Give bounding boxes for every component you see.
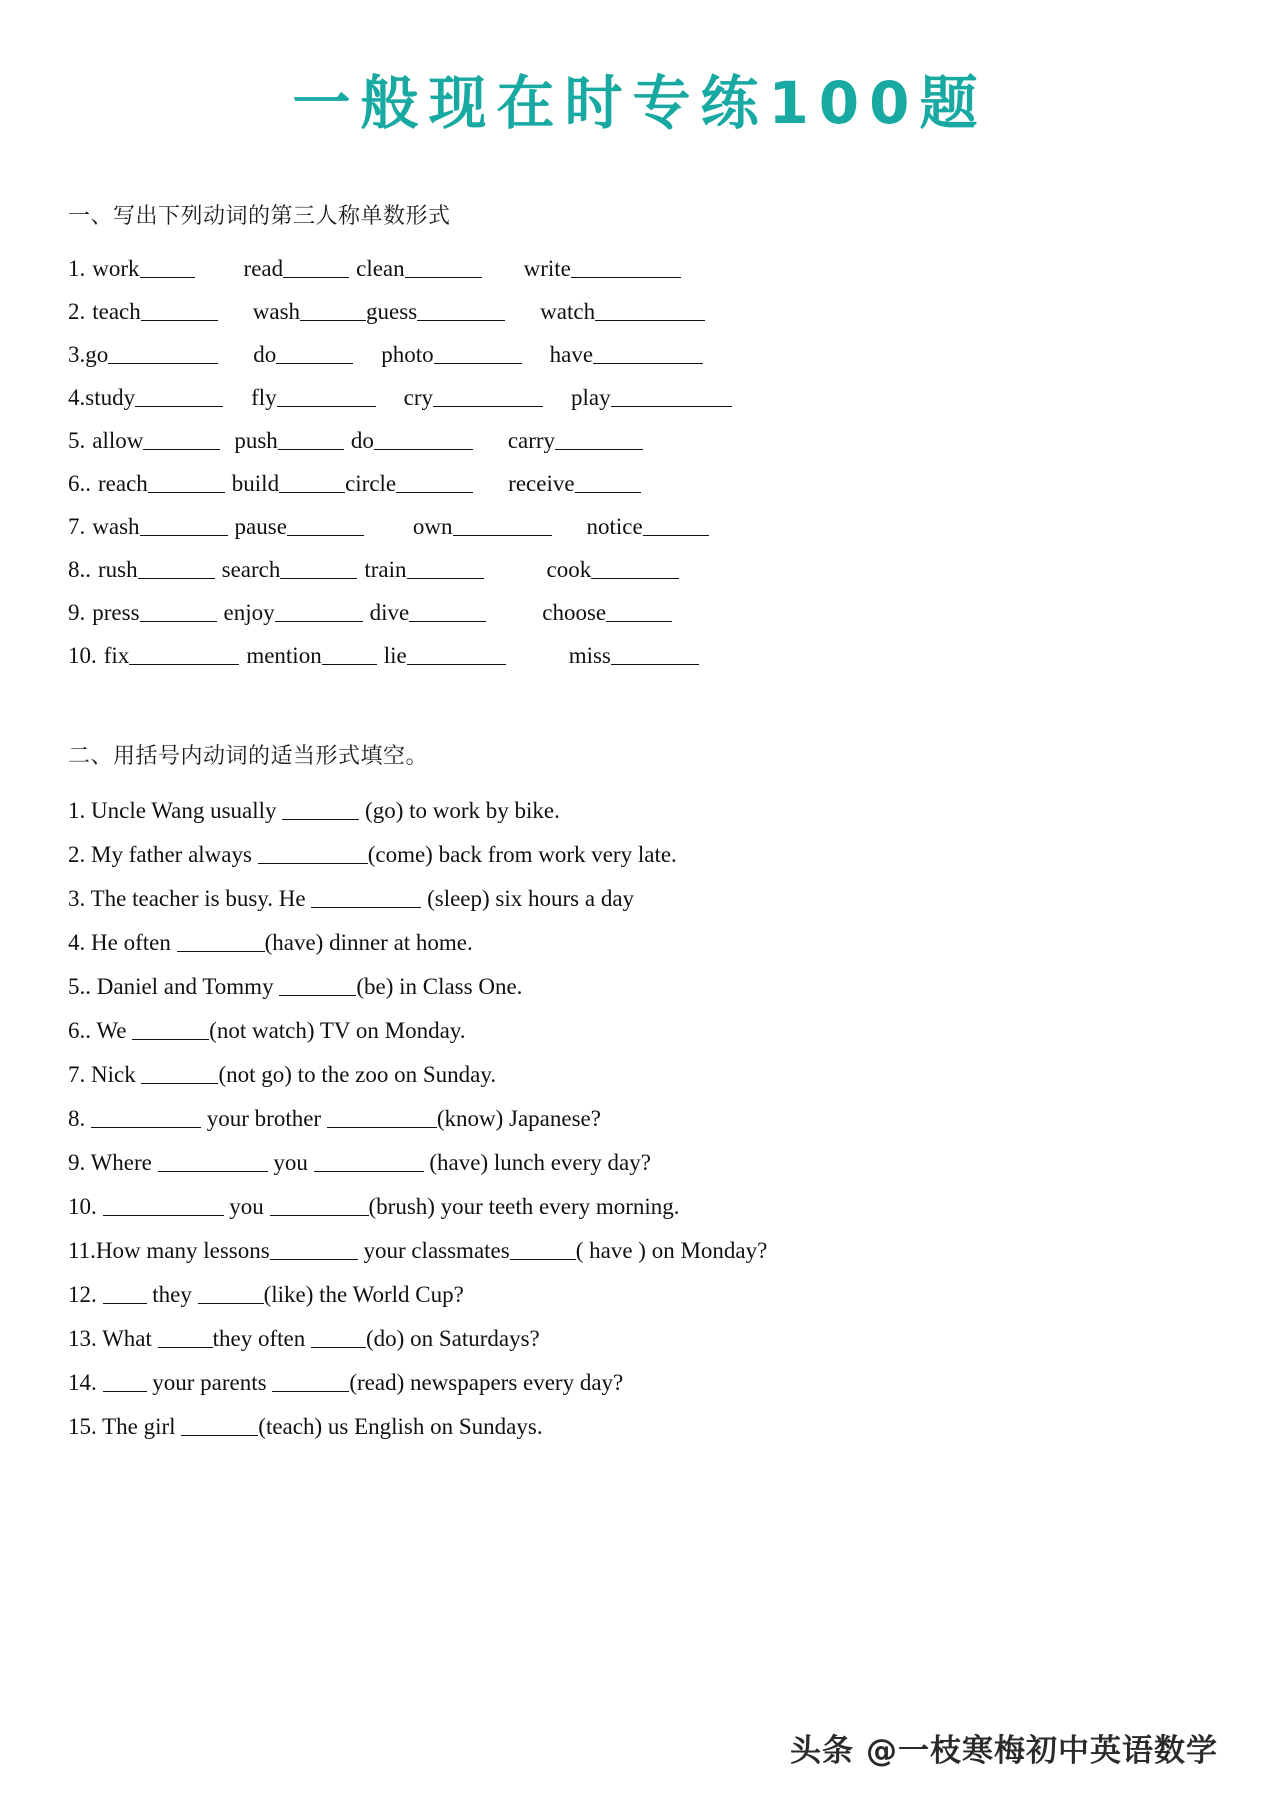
verb-cell [253, 338, 353, 365]
verb-answer-blank[interactable] [606, 596, 672, 621]
verb-answer-blank[interactable] [643, 510, 709, 535]
verb-cell [377, 639, 506, 666]
question-answer-blank[interactable] [270, 1191, 369, 1216]
question-answer-blank[interactable] [158, 1323, 213, 1348]
question-text: you [223, 1193, 270, 1219]
verb-answer-blank[interactable] [374, 424, 473, 449]
verb-cell [225, 467, 345, 494]
verb-cell [404, 381, 543, 408]
verb-answer-blank[interactable] [575, 467, 641, 492]
question-text: How many lessons [95, 1237, 270, 1263]
verb-label: circle [345, 470, 397, 496]
page-title: 一般现在时专练100题 [292, 69, 988, 137]
worksheet-content [0, 120, 1280, 1455]
verb-cell [217, 596, 363, 623]
question-answer-blank[interactable] [103, 1367, 147, 1392]
row-number: 3. [68, 341, 86, 367]
verb-label: own [412, 513, 453, 539]
question-text: What [96, 1325, 158, 1351]
question-row [68, 927, 1220, 971]
question-text: Daniel and Tommy [91, 973, 280, 999]
verb-answer-blank[interactable] [433, 381, 543, 406]
verb-forms-list [68, 252, 1220, 682]
question-answer-blank[interactable] [132, 1015, 209, 1040]
row-number: 4. [68, 384, 86, 410]
question-text: We [91, 1017, 133, 1043]
verb-row [68, 553, 1220, 596]
verb-cell [450, 295, 505, 322]
question-row [68, 1147, 1220, 1191]
verb-cell [253, 295, 366, 322]
verb-answer-blank[interactable] [141, 295, 218, 320]
verb-answer-blank[interactable] [407, 553, 484, 578]
verb-cell [85, 295, 218, 322]
verb-cell [97, 639, 240, 666]
verb-label: lie [383, 642, 407, 668]
row-number: 5. [68, 427, 86, 453]
verb-label: press [92, 599, 140, 625]
question-row [68, 1103, 1220, 1147]
verb-label: do [253, 341, 277, 367]
question-text: (have) lunch every day? [423, 1149, 651, 1175]
question-row [68, 795, 1220, 839]
question-row [68, 1059, 1220, 1103]
verb-answer-blank[interactable] [396, 467, 473, 492]
question-number: 3. [68, 885, 86, 911]
verb-cell [363, 596, 487, 623]
row-number: 6.. [68, 470, 91, 496]
question-answer-blank[interactable] [311, 1323, 366, 1348]
verb-answer-blank[interactable] [138, 553, 215, 578]
question-text: Uncle Wang usually [85, 797, 283, 823]
verb-label: build [231, 470, 280, 496]
question-row [68, 1411, 1220, 1455]
question-number: 4. [68, 929, 86, 955]
verb-row [68, 424, 1220, 467]
row-number: 7. [68, 513, 86, 539]
question-number: 15. [68, 1413, 97, 1439]
verb-answer-blank[interactable] [300, 295, 366, 320]
verb-cell [228, 510, 364, 537]
verb-label: allow [92, 427, 144, 453]
verb-label: work [92, 255, 140, 281]
verb-label: study [85, 384, 136, 410]
question-answer-blank[interactable] [103, 1191, 224, 1216]
verb-label: enjoy [223, 599, 275, 625]
question-number: 5.. [68, 973, 91, 999]
verb-cell [85, 510, 227, 537]
verb-answer-blank[interactable] [140, 510, 228, 535]
verb-answer-blank[interactable] [140, 596, 217, 621]
verb-answer-blank[interactable] [148, 467, 225, 492]
section-one-heading: 一、写出下列动词的第三人称单数形式 [68, 204, 451, 229]
verb-answer-blank[interactable] [555, 424, 643, 449]
question-text: (have) dinner at home. [264, 929, 473, 955]
verb-cell [85, 424, 220, 451]
question-answer-blank[interactable] [279, 971, 356, 996]
verb-answer-blank[interactable] [453, 510, 552, 535]
question-row [68, 1279, 1220, 1323]
question-text: (sleep) six hours a day [421, 885, 635, 911]
verb-label: dive [369, 599, 410, 625]
verb-label: go [85, 341, 109, 367]
title-container [0, 0, 1280, 137]
question-text: your classmates [357, 1237, 510, 1263]
question-number: 14. [68, 1369, 97, 1395]
verb-row [68, 639, 1220, 682]
verb-answer-blank[interactable] [275, 596, 363, 621]
verb-row [68, 295, 1220, 338]
question-text: (brush) your teeth every morning. [368, 1193, 680, 1219]
verb-answer-blank[interactable] [129, 639, 239, 664]
question-row [68, 839, 1220, 883]
question-number: 7. [68, 1061, 86, 1087]
question-text: you [267, 1149, 314, 1175]
question-answer-blank[interactable] [177, 927, 265, 952]
row-number: 1. [68, 255, 86, 281]
verb-cell [345, 467, 473, 494]
section-spacer [68, 682, 1220, 744]
verb-cell [381, 338, 521, 365]
verb-answer-blank[interactable] [409, 596, 486, 621]
verb-cell [239, 639, 376, 666]
verb-label: notice [586, 513, 643, 539]
verb-cell [85, 596, 216, 623]
verb-label: cook [546, 556, 592, 582]
verb-answer-blank[interactable] [434, 338, 522, 363]
question-answer-blank[interactable] [103, 1279, 147, 1304]
question-text: He often [85, 929, 177, 955]
verb-label: receive [508, 470, 575, 496]
verb-answer-blank[interactable] [140, 252, 195, 277]
verb-cell [85, 252, 194, 279]
verb-answer-blank[interactable] [135, 381, 223, 406]
verb-row [68, 510, 1220, 553]
verb-cell [357, 553, 483, 580]
row-number: 2. [68, 298, 86, 324]
verb-label: play [571, 384, 611, 410]
question-text: (read) newspapers every day? [349, 1369, 624, 1395]
verb-cell [356, 252, 482, 279]
verb-label: miss [568, 642, 611, 668]
question-answer-blank[interactable] [158, 1147, 268, 1172]
question-row [68, 883, 1220, 927]
verb-answer-blank[interactable] [280, 553, 357, 578]
verb-label: wash [252, 298, 301, 324]
verb-cell [85, 338, 218, 365]
verb-answer-blank[interactable] [595, 295, 705, 320]
question-text: (teach) us English on Sundays. [258, 1413, 543, 1439]
question-answer-blank[interactable] [327, 1103, 437, 1128]
verb-cell [244, 252, 350, 279]
verb-answer-blank[interactable] [593, 338, 703, 363]
verb-label: guess [366, 298, 418, 324]
question-text: (do) on Saturdays? [366, 1325, 540, 1351]
question-row [68, 1015, 1220, 1059]
verb-answer-blank[interactable] [407, 639, 506, 664]
verb-cell [215, 553, 358, 580]
verb-label: rush [98, 556, 138, 582]
question-text: (not go) to the zoo on Sunday. [218, 1061, 497, 1087]
verb-label: clean [356, 255, 405, 281]
question-number: 11. [68, 1237, 96, 1263]
verb-cell [562, 639, 699, 666]
question-text: (come) back from work very late. [367, 841, 677, 867]
verb-cell [508, 424, 643, 451]
verb-label: teach [92, 298, 141, 324]
verb-answer-blank[interactable] [277, 381, 376, 406]
question-text: they [146, 1281, 198, 1307]
verb-label: mention [246, 642, 322, 668]
question-number: 2. [68, 841, 86, 867]
question-text: ( have ) on Monday? [575, 1237, 768, 1263]
question-text: your parents [146, 1369, 273, 1395]
question-number: 6.. [68, 1017, 91, 1043]
verb-cell [571, 381, 732, 408]
question-answer-blank[interactable] [198, 1279, 264, 1304]
question-row [68, 1323, 1220, 1367]
verb-cell [580, 510, 709, 537]
question-text: they often [212, 1325, 312, 1351]
watermark-handle: @一枝寒梅初中英语数学 [866, 1733, 1218, 1769]
question-text: (not watch) TV on Monday. [209, 1017, 466, 1043]
verb-row [68, 596, 1220, 639]
verb-answer-blank[interactable] [591, 553, 679, 578]
question-text: The girl [96, 1413, 182, 1439]
verb-answer-blank[interactable] [611, 639, 699, 664]
verb-answer-blank[interactable] [279, 467, 345, 492]
question-text: (like) the World Cup? [263, 1281, 464, 1307]
verb-label: search [221, 556, 281, 582]
verb-label: do [350, 427, 374, 453]
verb-cell [91, 553, 215, 580]
verb-answer-blank[interactable] [276, 338, 353, 363]
verb-label: reach [98, 470, 148, 496]
watermark-brand: 头条 [790, 1733, 854, 1769]
verb-label: train [364, 556, 407, 582]
question-text: (know) Japanese? [436, 1105, 601, 1131]
verb-answer-blank[interactable] [287, 510, 364, 535]
verb-cell [227, 424, 343, 451]
question-text: (be) in Class One. [356, 973, 523, 999]
question-answer-blank[interactable] [270, 1235, 358, 1260]
verb-label: fly [251, 384, 277, 410]
verb-cell [524, 252, 681, 279]
verb-answer-blank[interactable] [143, 424, 220, 449]
verb-label: have [549, 341, 594, 367]
question-number: 10. [68, 1193, 97, 1219]
verb-cell [501, 467, 640, 494]
verb-answer-blank[interactable] [322, 639, 377, 664]
question-row [68, 1367, 1220, 1411]
question-answer-blank[interactable] [510, 1235, 576, 1260]
verb-answer-blank[interactable] [405, 252, 482, 277]
verb-answer-blank[interactable] [611, 381, 732, 406]
verb-cell [251, 381, 376, 408]
verb-label: pause [234, 513, 287, 539]
verb-cell [85, 381, 223, 408]
verb-answer-blank[interactable] [108, 338, 218, 363]
verb-cell [540, 295, 705, 322]
verb-label: fix [103, 642, 130, 668]
verb-label: choose [542, 599, 607, 625]
question-text: The teacher is busy. He [85, 885, 312, 911]
verb-label: photo [381, 341, 434, 367]
question-row [68, 1235, 1220, 1279]
verb-answer-blank[interactable] [417, 295, 450, 320]
verb-cell [366, 295, 450, 322]
verb-answer-blank[interactable] [278, 424, 344, 449]
question-text: My father always [85, 841, 258, 867]
verb-answer-blank[interactable] [450, 295, 505, 320]
section-two-heading: 二、用括号内动词的适当形式填空。 [68, 744, 429, 770]
verb-label: carry [507, 427, 556, 453]
verb-answer-blank[interactable] [283, 252, 349, 277]
verb-label: push [234, 427, 278, 453]
question-row [68, 1191, 1220, 1235]
watermark-footer [790, 1725, 1218, 1770]
question-number: 12. [68, 1281, 97, 1307]
verb-label: write [523, 255, 571, 281]
verb-answer-blank[interactable] [571, 252, 681, 277]
question-text: your brother [201, 1105, 327, 1131]
verb-row [68, 381, 1220, 424]
question-row [68, 971, 1220, 1015]
question-number: 1. [68, 797, 86, 823]
row-number: 10. [68, 642, 97, 668]
question-number: 8. [68, 1105, 86, 1131]
verb-label: wash [92, 513, 140, 539]
verb-row [68, 467, 1220, 510]
question-number: 9. [68, 1149, 86, 1175]
question-text: Nick [85, 1061, 142, 1087]
question-number: 13. [68, 1325, 97, 1351]
row-number: 9. [68, 599, 86, 625]
question-answer-blank[interactable] [272, 1367, 349, 1392]
verb-cell [540, 553, 680, 580]
question-answer-blank[interactable] [314, 1147, 424, 1172]
question-answer-blank[interactable] [258, 839, 368, 864]
verb-row [68, 338, 1220, 381]
question-answer-blank[interactable] [141, 1059, 218, 1084]
verb-cell [535, 596, 672, 623]
question-text: Where [85, 1149, 158, 1175]
question-answer-blank[interactable] [282, 795, 359, 820]
verb-label: watch [540, 298, 596, 324]
question-answer-blank[interactable] [311, 883, 421, 908]
verb-cell [91, 467, 225, 494]
verb-cell [550, 338, 703, 365]
verb-cell [344, 424, 473, 451]
verb-label: cry [403, 384, 434, 410]
row-number: 8.. [68, 556, 91, 582]
question-answer-blank[interactable] [91, 1103, 201, 1128]
fill-blank-question-list [68, 795, 1220, 1455]
question-text: (go) to work by bike. [359, 797, 560, 823]
verb-label: read [243, 255, 284, 281]
verb-row [68, 252, 1220, 295]
verb-cell [406, 510, 552, 537]
question-answer-blank[interactable] [181, 1411, 258, 1436]
